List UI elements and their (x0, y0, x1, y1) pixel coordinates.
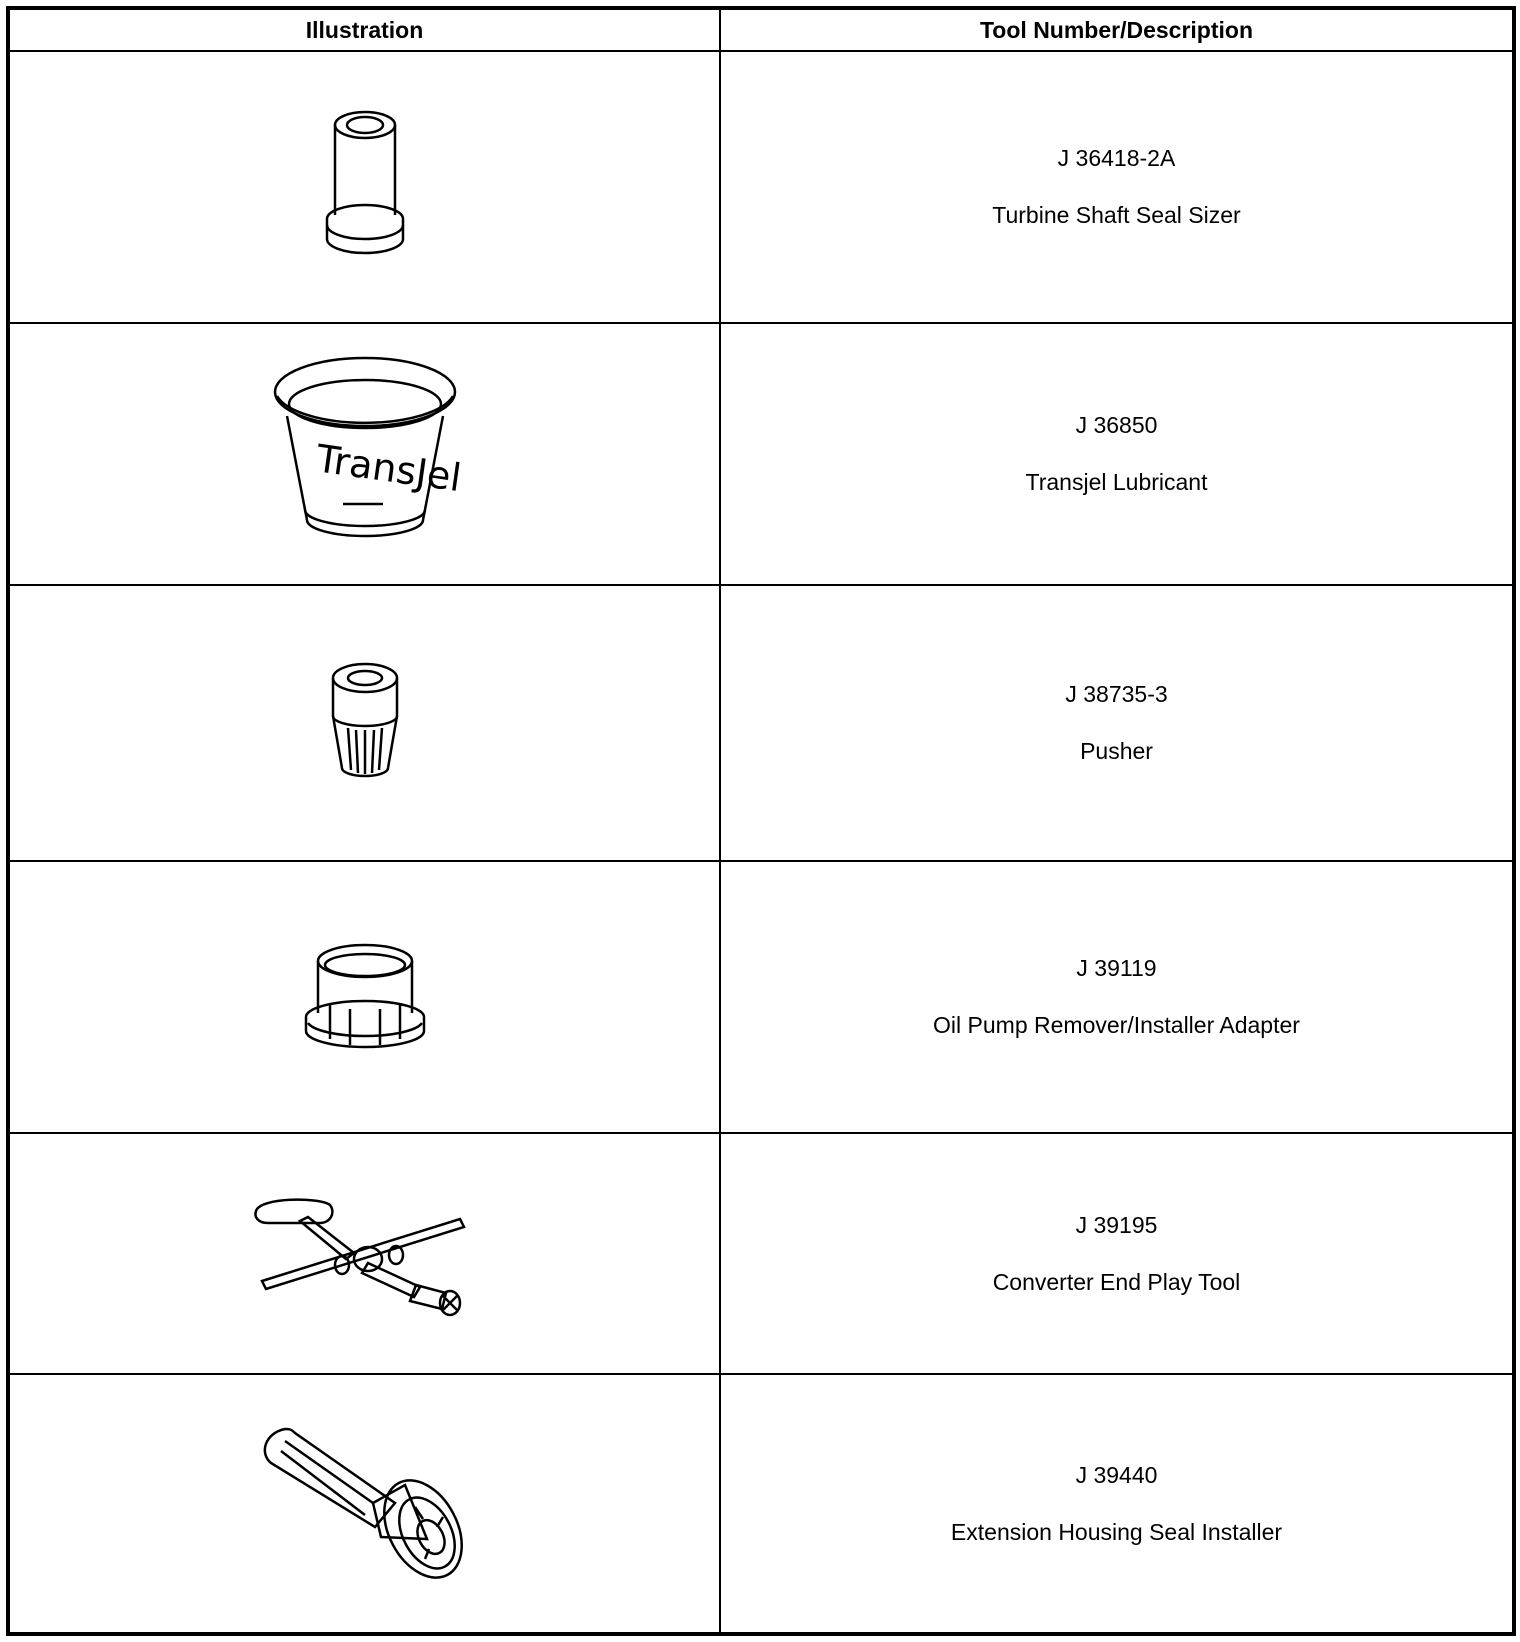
illustration-cell (8, 51, 720, 323)
tool-number: J 39195 (1075, 1211, 1158, 1238)
table-row (8, 1133, 1514, 1374)
tool-number: J 39119 (1076, 955, 1157, 981)
end-play-tool-icon (250, 1189, 480, 1319)
header-illustration: Illustration (8, 8, 720, 51)
tool-number: J 36418-2A (1057, 145, 1176, 171)
table-row (8, 861, 1514, 1133)
seal-sizer-icon (305, 107, 425, 267)
pusher-icon (320, 658, 410, 788)
description-cell (720, 323, 1514, 585)
seal-installer-icon (255, 1419, 475, 1589)
tool-description: Pusher (1080, 738, 1153, 764)
description-cell (720, 1133, 1514, 1374)
tool-description: Turbine Shaft Seal Sizer (992, 202, 1241, 228)
description-cell (720, 861, 1514, 1133)
tool-number: J 39440 (1075, 1461, 1158, 1488)
header-tool-number-description: Tool Number/Description (720, 8, 1514, 51)
tool-number: J 38735-3 (1065, 681, 1168, 707)
tool-description: Extension Housing Seal Installer (950, 1518, 1283, 1545)
description-cell (720, 51, 1514, 323)
tub-label-text: TransJel (313, 436, 464, 501)
table-row (8, 323, 1514, 585)
illustration-cell (8, 323, 720, 585)
table-row (8, 585, 1514, 861)
lubricant-tub-icon (265, 354, 465, 554)
adapter-icon (300, 937, 430, 1057)
tool-description: Transjel Lubricant (1025, 469, 1208, 495)
illustration-cell (8, 1133, 720, 1374)
description-cell (720, 1374, 1514, 1634)
illustration-cell (8, 585, 720, 861)
header-row (8, 8, 1514, 51)
table-row (8, 1374, 1514, 1634)
tool-number: J 36850 (1075, 412, 1158, 438)
description-cell (720, 585, 1514, 861)
special-tools-table (6, 6, 1516, 1636)
tool-description: Converter End Play Tool (992, 1268, 1241, 1295)
illustration-cell (8, 861, 720, 1133)
illustration-cell (8, 1374, 720, 1634)
table-row (8, 51, 1514, 323)
tool-description: Oil Pump Remover/Installer Adapter (933, 1012, 1300, 1038)
